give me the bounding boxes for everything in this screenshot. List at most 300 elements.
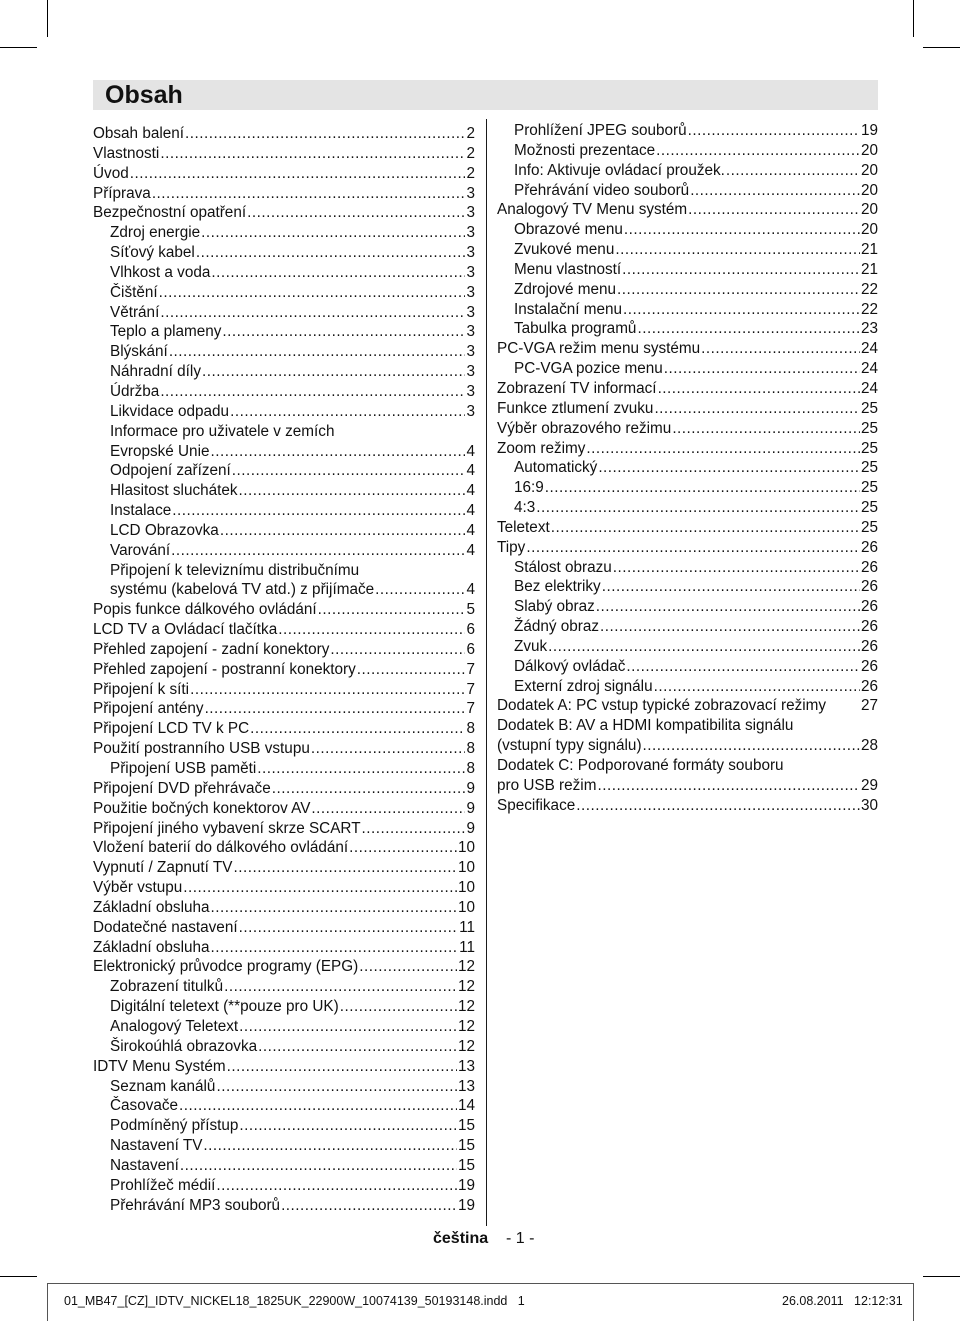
dot-leader: [359, 957, 457, 977]
toc-entry-label: Základní obsluha: [93, 898, 210, 916]
toc-entry[interactable]: [497, 796, 878, 816]
toc-entry-page: 3: [466, 382, 475, 400]
toc-entry[interactable]: [93, 203, 475, 223]
toc-entry-page: 6: [466, 640, 475, 658]
dot-leader: [233, 858, 457, 878]
toc-entry-label: Obrazové menu: [514, 221, 623, 239]
toc-entry[interactable]: [93, 640, 475, 660]
dot-leader: [637, 319, 860, 339]
toc-entry-label: Digitální teletext (**pouze pro UK): [110, 998, 339, 1016]
crop-mark: [0, 47, 37, 48]
toc-entry[interactable]: [497, 458, 878, 478]
dot-leader: [239, 1017, 457, 1037]
toc-entry[interactable]: [497, 121, 878, 141]
toc-entry-page: 15: [457, 1156, 475, 1174]
toc-entry[interactable]: [93, 1077, 475, 1097]
toc-entry-label: Dodatečné nastavení: [93, 918, 238, 936]
toc-entry-label: Dálkový ovládač: [514, 657, 626, 675]
toc-entry-label: Likvidace odpadu: [110, 402, 230, 420]
toc-entry-label: Zvuk: [514, 637, 548, 655]
toc-entry-label: Náhradní díly: [110, 363, 201, 381]
toc-entry-label: Připojení k síti: [93, 680, 190, 698]
toc-entry[interactable]: [93, 799, 475, 819]
dot-leader: [617, 280, 860, 300]
toc-entry[interactable]: [497, 181, 878, 201]
page-title: Obsah: [105, 81, 183, 109]
toc-entry-page: 26: [860, 598, 878, 616]
toc-entry[interactable]: [93, 1096, 475, 1116]
toc-entry-page: 8: [466, 740, 475, 758]
toc-entry-label: Zoom režimy: [497, 439, 586, 457]
toc-entry-page: 5: [466, 601, 475, 619]
toc-entry-label: Širokoúhlá obrazovka: [110, 1037, 258, 1055]
slug-divider: [913, 1283, 914, 1321]
toc-entry-page: 30: [860, 796, 878, 814]
toc-entry[interactable]: [497, 240, 878, 260]
toc-entry-page: 10: [457, 898, 475, 916]
dot-leader: [196, 243, 466, 263]
toc-entry-label: Dodatek A: PC vstup typické zobrazovací režimy: [497, 697, 827, 715]
dot-leader: [201, 223, 465, 243]
toc-entry[interactable]: [497, 280, 878, 300]
toc-entry[interactable]: [93, 342, 475, 362]
toc-entry-page: 11: [459, 918, 475, 936]
toc-entry[interactable]: [497, 220, 878, 240]
dot-leader: [190, 680, 465, 700]
toc-entry-label: Zobrazení titulků: [110, 978, 224, 996]
dot-leader: [220, 521, 466, 541]
toc-entry[interactable]: [93, 164, 475, 184]
toc-entry[interactable]: [93, 263, 475, 283]
toc-entry[interactable]: [93, 938, 475, 958]
toc-entry[interactable]: [93, 580, 475, 600]
dot-leader: [701, 339, 860, 359]
dot-leader: [272, 779, 466, 799]
dot-leader: [185, 124, 465, 144]
toc-entry[interactable]: [497, 300, 878, 320]
dot-leader: [330, 640, 465, 660]
toc-entry[interactable]: [93, 144, 475, 164]
toc-entry-page: 12: [457, 958, 475, 976]
toc-entry-label: Elektronický průvodce programy (EPG): [93, 958, 359, 976]
toc-entry[interactable]: [93, 660, 475, 680]
toc-entry-page: 12: [457, 1017, 475, 1035]
toc-entry-label: Analogový TV Menu systém: [497, 201, 688, 219]
toc-entry-page: 3: [466, 204, 475, 222]
dot-leader: [183, 878, 457, 898]
toc-entry-page: 9: [466, 799, 475, 817]
toc-entry[interactable]: [497, 399, 878, 419]
toc-entry[interactable]: [497, 200, 878, 220]
dot-leader: [602, 577, 860, 597]
toc-entry-label: Zdroj energie: [110, 224, 201, 242]
toc-entry-label: Přehrávání MP3 souborů: [110, 1196, 281, 1214]
toc-entry-label: Připojení antény: [93, 700, 204, 718]
dot-leader: [624, 220, 860, 240]
toc-entry-page: 19: [860, 122, 878, 139]
toc-entry-label: Info: Aktivuje ovládací proužek.: [514, 161, 725, 179]
toc-entry[interactable]: [93, 124, 475, 144]
toc-entry-page: 2: [466, 144, 475, 162]
toc-entry[interactable]: [93, 1116, 475, 1136]
toc-entry-label: Připojení LCD TV k PC: [93, 720, 250, 738]
toc-entry[interactable]: [93, 243, 475, 263]
toc-entry-page: 3: [466, 363, 475, 381]
toc-entry-page: 3: [466, 343, 475, 361]
toc-entry-label: Prohlížeč médií: [110, 1176, 216, 1194]
dot-leader: [222, 322, 465, 342]
toc-entry-label: Síťový kabel: [110, 244, 195, 262]
toc-entry-label: Úvod: [93, 164, 129, 182]
toc-entry[interactable]: [93, 878, 475, 898]
slug-filename: 01_MB47_[CZ]_IDTV_NICKEL18_1825UK_22900W_10074139_50193148.indd 1: [64, 1294, 525, 1308]
toc-entry[interactable]: [93, 620, 475, 640]
toc-entry[interactable]: [497, 776, 878, 796]
toc-entry[interactable]: [93, 1196, 475, 1216]
toc-entry-page: 26: [860, 538, 878, 556]
toc-entry-label: 16:9: [514, 479, 544, 497]
toc-entry-label: Přehled zapojení - zadní konektory: [93, 640, 330, 658]
toc-entry-page: 4: [466, 482, 475, 500]
toc-entry[interactable]: [93, 442, 475, 462]
toc-entry-label: Menu vlastností: [514, 260, 622, 278]
toc-entry[interactable]: [497, 359, 878, 379]
toc-entry[interactable]: [497, 677, 878, 697]
toc-entry[interactable]: [93, 719, 475, 739]
toc-entry[interactable]: [497, 518, 878, 538]
toc-entry-label: 4:3: [514, 499, 536, 517]
toc-entry-page: 6: [466, 621, 475, 639]
toc-entry-page: 10: [457, 879, 475, 897]
dot-leader: [311, 739, 466, 759]
toc-entry[interactable]: [93, 481, 475, 501]
toc-entry-label: Přehrávání video souborů: [514, 181, 690, 199]
dot-leader: [179, 1096, 457, 1116]
toc-entry-label: Připojení k televiznímu distribučnímu: [110, 561, 360, 579]
toc-entry-page: 3: [466, 263, 475, 281]
toc-entry-label: PC-VGA režim menu systému: [497, 340, 701, 358]
toc-entry-page: 12: [457, 1037, 475, 1055]
toc-entry[interactable]: [93, 898, 475, 918]
dot-leader: [598, 458, 860, 478]
toc-entry-label: Prohlížení JPEG souborů: [514, 122, 687, 139]
toc-entry-label: Instalace: [110, 502, 172, 520]
dot-leader: [211, 263, 465, 283]
dot-leader: [362, 819, 466, 839]
dot-leader: [216, 1176, 457, 1196]
footer-page-number: - 1 -: [506, 1230, 535, 1247]
toc-entry[interactable]: [497, 597, 878, 617]
crop-mark: [47, 0, 48, 37]
toc-entry-label: Evropské Unie: [110, 442, 210, 460]
toc-entry[interactable]: [93, 1017, 475, 1037]
toc-entry[interactable]: [497, 617, 878, 637]
toc-entry[interactable]: [497, 478, 878, 498]
toc-entry[interactable]: [93, 561, 475, 581]
toc-entry-page: 20: [860, 141, 878, 159]
toc-entry-label: Časovače: [110, 1097, 179, 1115]
dot-leader: [545, 478, 860, 498]
toc-entry-page: 21: [860, 260, 878, 278]
toc-entry-page: 24: [860, 360, 878, 378]
toc-entry[interactable]: [93, 997, 475, 1017]
dot-leader: [726, 161, 860, 181]
toc-entry-label: Větrání: [110, 303, 160, 321]
toc-entry[interactable]: [93, 461, 475, 481]
toc-entry[interactable]: [93, 422, 475, 442]
toc-entry-page: 3: [466, 184, 475, 202]
toc-entry-page: 25: [860, 419, 878, 437]
toc-entry-label: Základní obsluha: [93, 938, 210, 956]
toc-entry-page: 26: [860, 618, 878, 636]
dot-leader: [202, 362, 466, 382]
toc-entry-page: 4: [466, 502, 475, 520]
toc-entry-page: 25: [860, 479, 878, 497]
dot-leader: [250, 719, 465, 739]
toc-entry-label: Tipy: [497, 538, 526, 556]
toc-entry-page: 3: [466, 402, 475, 420]
toc-entry[interactable]: [93, 918, 475, 938]
crop-mark: [923, 47, 960, 48]
toc-entry-label: Údržba: [110, 382, 160, 400]
dot-leader: [340, 997, 457, 1017]
toc-entry[interactable]: [93, 819, 475, 839]
toc-entry[interactable]: [497, 141, 878, 161]
toc-entry-page: 15: [457, 1137, 475, 1155]
dot-leader: [239, 918, 459, 938]
dot-leader: [643, 736, 860, 756]
toc-entry[interactable]: [93, 402, 475, 422]
crop-mark: [913, 0, 914, 37]
dot-leader: [160, 303, 465, 323]
dot-leader: [211, 898, 457, 918]
toc-entry[interactable]: [93, 521, 475, 541]
dot-leader: [656, 141, 860, 161]
toc-entry-label: Přehled zapojení - postranní konektory: [93, 660, 356, 678]
toc-entry-label: Vložení baterií do dálkového ovládání: [93, 839, 349, 857]
toc-entry-label: Příprava: [93, 184, 151, 202]
toc-entry-page: 27: [860, 697, 878, 715]
dot-leader: [600, 617, 860, 637]
toc-entry[interactable]: [93, 838, 475, 858]
toc-entry[interactable]: [93, 382, 475, 402]
toc-entry-page: 9: [466, 779, 475, 797]
dot-leader: [211, 938, 459, 958]
toc-entry[interactable]: [93, 1037, 475, 1057]
toc-entry-label: Automatický: [514, 459, 598, 477]
toc-entry-page: 19: [457, 1196, 475, 1214]
toc-entry[interactable]: [93, 680, 475, 700]
toc-entry[interactable]: [93, 283, 475, 303]
toc-entry-page: 11: [459, 938, 475, 956]
toc-entry-page: 7: [466, 700, 475, 718]
toc-entry-label: Varování: [110, 541, 171, 559]
dot-leader: [526, 538, 860, 558]
toc-entry[interactable]: [93, 699, 475, 719]
toc-entry[interactable]: [93, 1156, 475, 1176]
toc-entry[interactable]: [497, 736, 878, 756]
toc-entry-label: Nastavení: [110, 1156, 179, 1174]
toc-entry-label: Externí zdroj signálu: [514, 677, 653, 695]
toc-entry[interactable]: [497, 379, 878, 399]
toc-entry[interactable]: [497, 637, 878, 657]
toc-entry-page: 12: [457, 978, 475, 996]
toc-entry-label: Zdrojové menu: [514, 280, 617, 298]
dot-leader: [349, 838, 457, 858]
dot-leader: [160, 382, 465, 402]
toc-entry-label: LCD TV a Ovládací tlačítka: [93, 621, 278, 639]
toc-entry[interactable]: [93, 759, 475, 779]
toc-entry-label: Zvukové menu: [514, 241, 615, 259]
dot-leader: [576, 796, 860, 816]
toc-entry[interactable]: [497, 260, 878, 280]
toc-entry-label: Stálost obrazu: [514, 558, 612, 576]
toc-entry[interactable]: [497, 419, 878, 439]
toc-left-column: [93, 124, 475, 1215]
dot-leader: [258, 1037, 457, 1057]
dot-leader: [654, 677, 860, 697]
toc-entry-label: Blýskání: [110, 343, 168, 361]
dot-leader: [172, 501, 465, 521]
crop-mark: [923, 1276, 960, 1277]
dot-leader: [171, 541, 465, 561]
toc-entry-page: 21: [860, 241, 878, 259]
dot-leader: [227, 1057, 457, 1077]
toc-entry-label: IDTV Menu Systém: [93, 1057, 226, 1075]
dot-leader: [311, 799, 465, 819]
dot-leader: [281, 1196, 457, 1216]
toc-entry-label: LCD Obrazovka: [110, 521, 219, 539]
toc-entry[interactable]: [497, 577, 878, 597]
toc-entry-label: Bezpečnostní opatření: [93, 204, 247, 222]
toc-entry-label: Specifikace: [497, 796, 576, 814]
dot-leader: [247, 203, 465, 223]
toc-entry-label: Tabulka programů: [514, 320, 637, 338]
toc-entry[interactable]: [93, 779, 475, 799]
dot-leader: [159, 283, 466, 303]
toc-entry-page: 25: [860, 499, 878, 517]
toc-entry[interactable]: [497, 439, 878, 459]
toc-entry-label: Výběr vstupu: [93, 879, 183, 897]
toc-entry-page: 13: [457, 1057, 475, 1075]
toc-entry[interactable]: [497, 716, 878, 736]
toc-entry-label: Funkce ztlumení zvuku: [497, 399, 654, 417]
toc-entry-page: 7: [466, 680, 475, 698]
toc-entry[interactable]: [93, 362, 475, 382]
dot-leader: [160, 144, 465, 164]
toc-entry-page: 19: [457, 1176, 475, 1194]
crop-mark: [0, 1276, 37, 1277]
dot-leader: [278, 620, 465, 640]
toc-entry-label: Hlasitost sluchátek: [110, 482, 238, 500]
dot-leader: [626, 657, 860, 677]
toc-entry[interactable]: [497, 696, 878, 716]
toc-entry[interactable]: [93, 977, 475, 997]
toc-entry-label: Vypnutí / Zapnutí TV: [93, 859, 233, 877]
toc-entry-label: Seznam kanálů: [110, 1077, 216, 1095]
toc-entry[interactable]: [93, 322, 475, 342]
toc-entry-page: 25: [860, 459, 878, 477]
toc-entry[interactable]: [93, 1176, 475, 1196]
toc-entry-label: pro USB režim: [497, 776, 597, 794]
toc-entry-label: Připojení DVD přehrávače: [93, 779, 271, 797]
toc-entry-page: 24: [860, 340, 878, 358]
toc-entry-page: 3: [466, 323, 475, 341]
toc-entry-label: Bez elektriky: [514, 578, 601, 596]
toc-entry[interactable]: [93, 1136, 475, 1156]
toc-entry-label: (vstupní typy signálu): [497, 737, 642, 755]
toc-entry-label: Teplo a plameny: [110, 323, 222, 341]
dot-leader: [180, 1156, 457, 1176]
toc-entry-label: Instalační menu: [514, 300, 622, 318]
dot-leader: [224, 977, 457, 997]
dot-leader: [232, 461, 466, 481]
toc-entry-label: Teletext: [497, 518, 550, 536]
toc-entry-label: Odpojení zařízení: [110, 462, 231, 480]
toc-entry-page: 3: [466, 283, 475, 301]
dot-leader: [375, 580, 465, 600]
toc-entry[interactable]: [93, 184, 475, 204]
dot-leader: [654, 399, 860, 419]
toc-entry[interactable]: [93, 541, 475, 561]
toc-entry-page: 26: [860, 637, 878, 655]
toc-entry[interactable]: [93, 223, 475, 243]
toc-entry[interactable]: [497, 538, 878, 558]
toc-entry-page: 3: [466, 224, 475, 242]
toc-entry[interactable]: [93, 1057, 475, 1077]
toc-entry-label: Výběr obrazového režimu: [497, 419, 672, 437]
toc-entry[interactable]: [93, 600, 475, 620]
toc-entry-label: systému (kabelová TV atd.) z přijímače: [110, 581, 375, 599]
toc-entry[interactable]: [93, 501, 475, 521]
toc-entry[interactable]: [497, 657, 878, 677]
toc-entry[interactable]: [497, 161, 878, 181]
toc-entry-page: 24: [860, 379, 878, 397]
toc-entry[interactable]: [93, 739, 475, 759]
toc-entry[interactable]: [497, 339, 878, 359]
toc-entry-label: Nastavení TV: [110, 1137, 203, 1155]
dot-leader: [357, 660, 466, 680]
toc-entry-page: 20: [860, 201, 878, 219]
toc-entry[interactable]: [497, 498, 878, 518]
toc-entry-page: 25: [860, 439, 878, 457]
dot-leader: [597, 776, 860, 796]
toc-entry-label: Žádný obraz: [514, 618, 600, 636]
toc-entry[interactable]: [497, 319, 878, 339]
toc-entry[interactable]: [497, 756, 878, 776]
dot-leader: [205, 699, 466, 719]
toc-entry-label: Popis funkce dálkového ovládání: [93, 601, 317, 619]
toc-entry-page: 26: [860, 677, 878, 695]
toc-entry-page: 22: [860, 280, 878, 298]
toc-entry-page: 14: [457, 1097, 475, 1115]
toc-right-column: [497, 121, 878, 816]
dot-leader: [551, 518, 860, 538]
toc-entry[interactable]: [497, 558, 878, 578]
toc-entry-label: Informace pro uživatele v zemích: [110, 422, 335, 440]
column-divider: [486, 119, 487, 1226]
toc-entry-label: Zobrazení TV informací: [497, 379, 657, 397]
dot-leader: [130, 164, 466, 184]
dot-leader: [596, 597, 860, 617]
dot-leader: [622, 260, 860, 280]
toc-entry[interactable]: [93, 303, 475, 323]
toc-entry[interactable]: [93, 858, 475, 878]
toc-entry-page: 8: [466, 760, 475, 777]
title-bar: [93, 80, 878, 110]
toc-entry[interactable]: [93, 957, 475, 977]
toc-entry-page: 3: [466, 303, 475, 321]
